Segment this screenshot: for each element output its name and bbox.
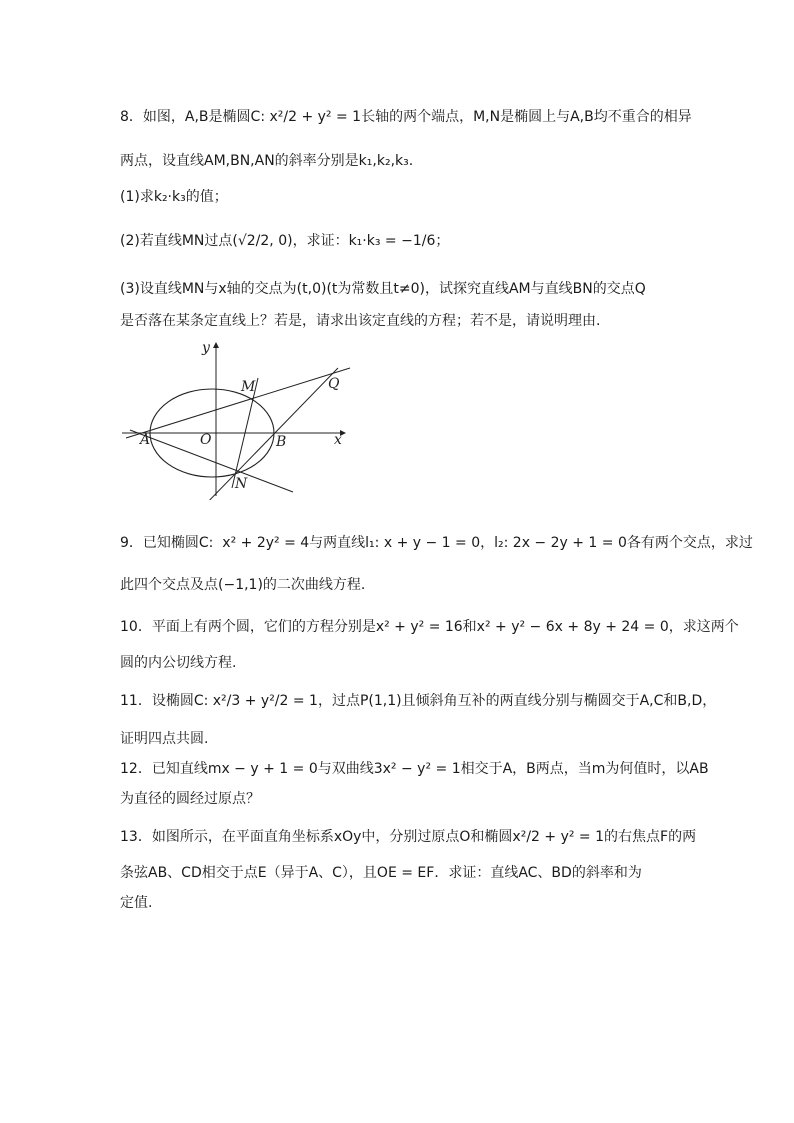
label-N: N [235,476,248,492]
label-O: O [200,432,212,448]
label-B: B [276,434,287,450]
problem-13-line-3: 定值. [120,895,153,911]
problem-12-line-2: 为直径的圆经过原点？ [120,791,260,807]
problem-11-line-2: 证明四点共圆. [120,731,209,747]
problem-8-part-3-line-2: 是否落在某条定直线上？若是，请求出该定直线的方程；若不是，请说明理由. [120,313,601,329]
problem-13-line-1: 13．如图所示，在平面直角坐标系xOy中，分别过原点O和椭圆x²/2 + y² = 1的右焦点F的两 [120,829,697,845]
label-Q: Q [328,376,340,392]
problem-8-part-1: (1)求k₂·k₃的值； [120,189,228,205]
problem-10-line-1: 10．平面上有两个圆，它们的方程分别是x² + y² = 16和x² + y² − 6x + 8y + 24 = 0，求这两个 [120,619,739,635]
problem-9-line-2: 此四个交点及点(−1,1)的二次曲线方程. [120,577,366,593]
problem-8-line-1: 8．如图，A,B是椭圆C: x²/2 + y² = 1长轴的两个端点，M,N是椭圆上与A,B均不重合的相异 [120,109,692,125]
problem-8-line-2: 两点，设直线AM,BN,AN的斜率分别是k₁,k₂,k₃. [120,153,414,169]
line-BN [202,368,338,500]
problem-8-part-3-line-1: (3)设直线MN与x轴的交点为(t,0)(t为常数且t≠0)，试探究直线AM与直线BN的交点Q [120,281,646,297]
label-x: x [334,432,342,448]
label-M: M [241,379,256,395]
problem-10-line-2: 圆的内公切线方程. [120,655,237,671]
y-axis-arrow [213,342,219,348]
line-AQ [126,368,350,438]
label-y: y [202,340,210,356]
label-A: A [140,432,151,448]
ellipse-diagram [118,338,358,500]
problem-13-line-2: 条弦AB、CD相交于点E（异于A、C），且OE = EF．求证：直线AC、BD的斜率和为 [120,865,642,881]
problem-11-line-1: 11．设椭圆C: x²/3 + y²/2 = 1，过点P(1,1)且倾斜角互补的两直线分别与椭圆交于A,C和B,D， [120,693,717,709]
problem-9-line-1: 9．已知椭圆C: x² + 2y² = 4与两直线l₁: x + y − 1 = 0，l₂: 2x − 2y + 1 = 0各有两个交点，求过 [120,535,753,551]
ellipse-figure [118,338,358,500]
problem-12-line-1: 12．已知直线mx − y + 1 = 0与双曲线3x² − y² = 1相交于A，B两点，当m为何值时，以AB [120,761,709,777]
problem-8-part-2: (2)若直线MN过点(√2/2, 0)，求证：k₁·k₃ = −1/6； [120,233,450,249]
